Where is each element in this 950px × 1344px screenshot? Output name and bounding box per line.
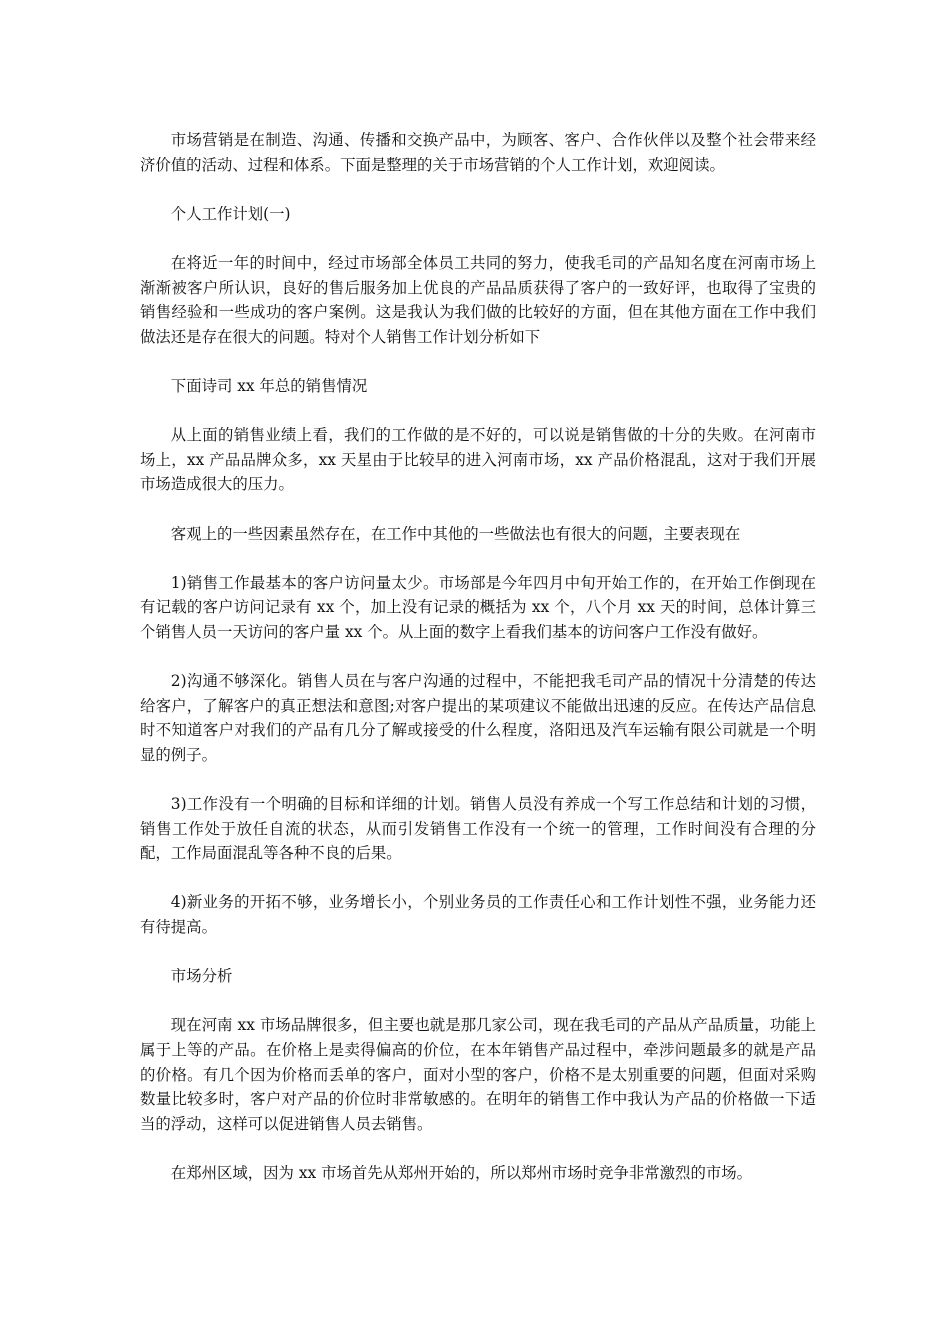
- paragraph-zhengzhou-region: 在郑州区域，因为 xx 市场首先从郑州开始的，所以郑州市场时竞争非常激烈的市场。: [170, 1163, 753, 1182]
- list-item-4-new-business: 4)新业务的开拓不够，业务增长小，个别业务员的工作责任心和工作计划性不强，业务能力还有待提高。: [140, 893, 816, 936]
- paragraph-objective-factors: 客观上的一些因素虽然存在，在工作中其他的一些做法也有很大的问题，主要表现在: [170, 524, 741, 543]
- document-body: [140, 128, 816, 1186]
- paragraph-sales-performance: 从上面的销售业绩上看，我们的工作做的是不好的，可以说是销售做的十分的失败。在河南市场上，xx 产品品牌众多，xx 天星由于比较早的进入河南市场，xx 产品价格混乱，这对于我们开展市场造成很大的压力。: [140, 426, 816, 494]
- section-heading-market-analysis: 市场分析: [170, 967, 233, 986]
- intro-paragraph: 市场营销是在制造、沟通、传播和交换产品中，为顾客、客户、合作伙伴以及整个社会带来经济价值的活动、过程和体系。下面是整理的关于市场营销的个人工作计划，欢迎阅读。: [140, 131, 816, 174]
- list-item-1-visit-volume: 1)销售工作最基本的客户访问量太少。市场部是今年四月中旬开始工作的，在开始工作倒现在有记载的客户访问记录有 xx 个，加上没有记录的概括为 xx 个，八个月 xx 天的时间，总体计算三个销售人员一天访问的客户量 xx 个。从上面的数字上看我们基本的访问客户工作没有做好。: [140, 573, 816, 641]
- section-heading-plan-one: 个人工作计划(一): [170, 204, 291, 223]
- paragraph-market-brands: 现在河南 xx 市场品牌很多，但主要也就是那几家公司，现在我毛司的产品从产品质量，功能上属于上等的产品。在价格上是卖得偏高的价位，在本年销售产品过程中，牵涉问题最多的就是产品的价格。有几个因为价格而丢单的客户，面对小型的客户，价格不是太别重要的问题，但面对采购数量比较多时，客户对产品的价位时非常敏感的。在明年的销售工作中我认为产品的价格做一下适当的浮动，这样可以促进销售人员去销售。: [140, 1016, 816, 1133]
- section-heading-sales-status: 下面诗司 xx 年总的销售情况: [170, 376, 368, 395]
- list-item-3-goals-plans: 3)工作没有一个明确的目标和详细的计划。销售人员没有养成一个写工作总结和计划的习惯，销售工作处于放任自流的状态，从而引发销售工作没有一个统一的管理，工作时间没有合理的分配，工作局面混乱等各种不良的后果。: [140, 795, 816, 863]
- paragraph-year-review: 在将近一年的时间中，经过市场部全体员工共同的努力，使我毛司的产品知名度在河南市场上渐渐被客户所认识，良好的售后服务加上优良的产品品质获得了客户的一致好评，也取得了宝贵的销售经验和一些成功的客户案例。这是我认为我们做的比较好的方面，但在其他方面在工作中我们做法还是存在很大的问题。特对个人销售工作计划分析如下: [140, 253, 816, 346]
- list-item-2-communication: 2)沟通不够深化。销售人员在与客户沟通的过程中，不能把我毛司产品的情况十分清楚的传达给客户，了解客户的真正想法和意图;对客户提出的某项建议不能做出迅速的反应。在传达产品信息时不知道客户对我们的产品有几分了解或接受的什么程度，洛阳迅及汽车运输有限公司就是一个明显的例子。: [140, 672, 816, 764]
